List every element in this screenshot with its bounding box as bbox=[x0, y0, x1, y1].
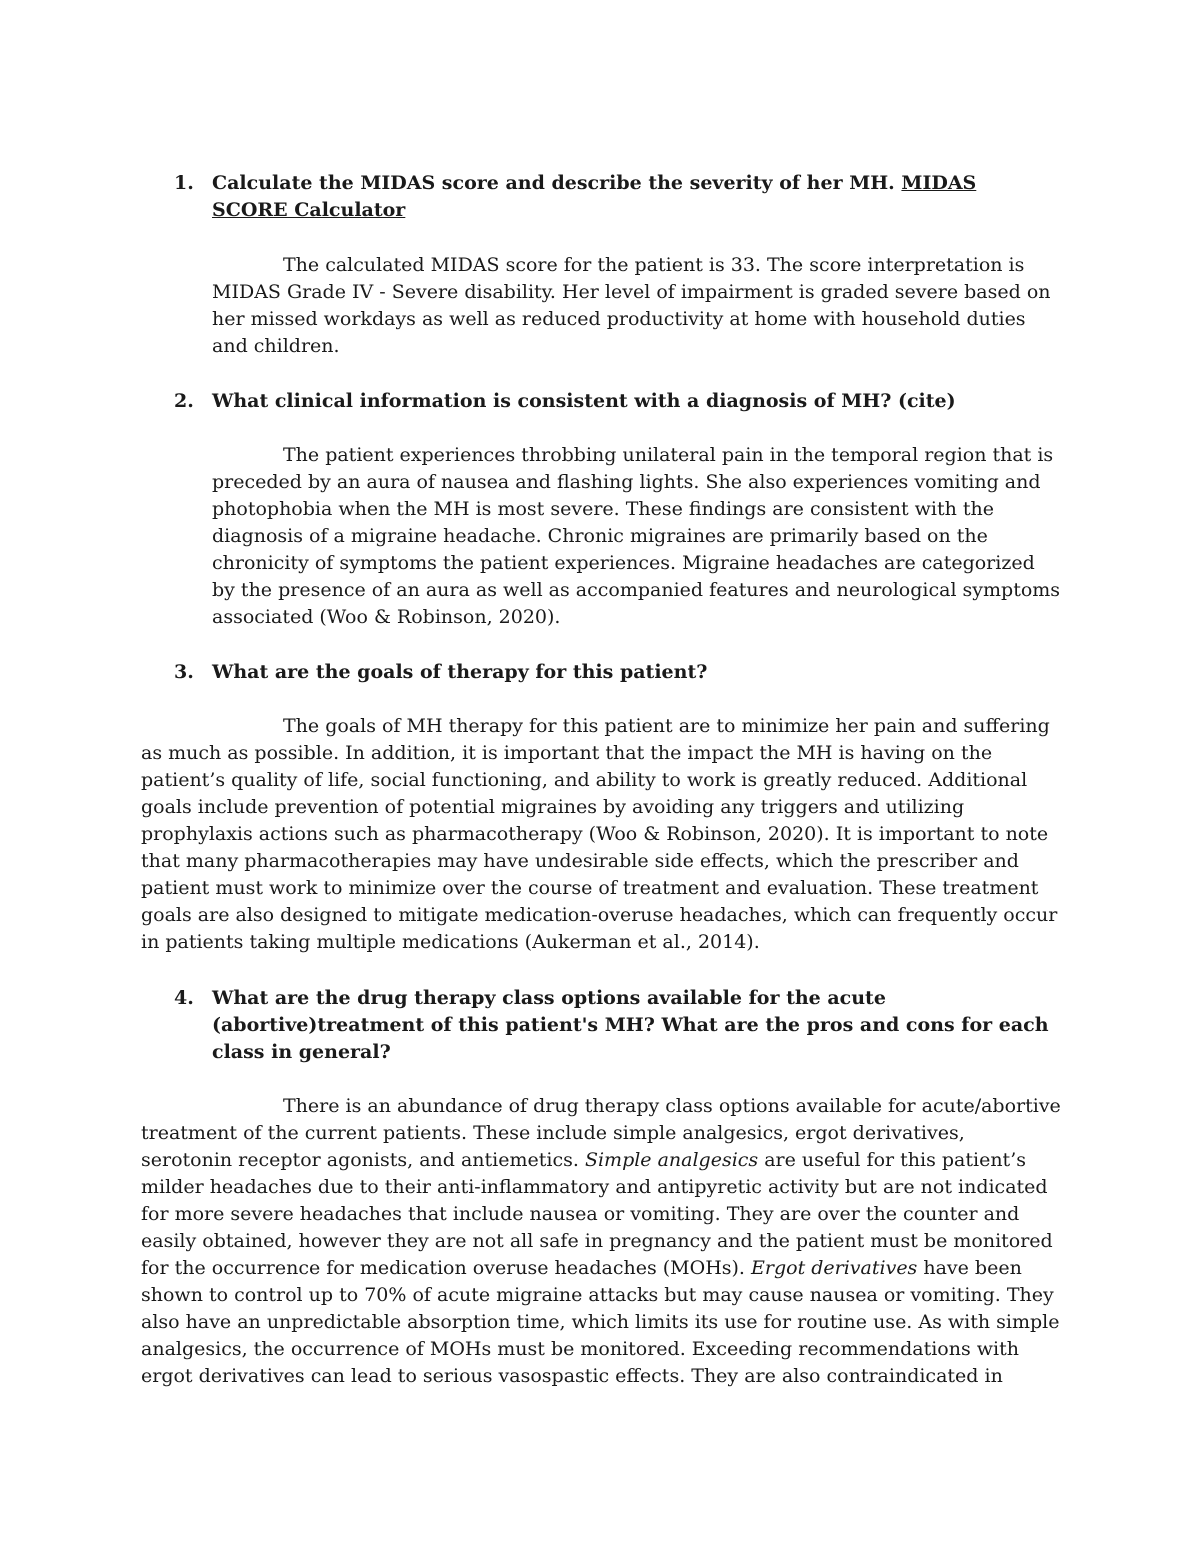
question-number: 1. bbox=[174, 172, 194, 194]
term-ergot-derivatives: Ergot derivatives bbox=[751, 1257, 918, 1279]
question-number: 4. bbox=[174, 987, 194, 1009]
answer-2 bbox=[212, 442, 1062, 631]
question-text: What clinical information is consistent with a diagnosis of MH? (cite) bbox=[212, 390, 956, 412]
question-2 bbox=[174, 388, 1054, 415]
question-number: 2. bbox=[174, 390, 194, 412]
answer-4-part-1: There is an abundance of drug therapy class options available for acute/abortive treatment of the current patients. These include simple analgesics, ergot derivatives, serotonin receptor agonists, and antiemetics. bbox=[141, 1095, 1061, 1171]
question-text bbox=[212, 170, 1054, 224]
answer-4-part-3: have been shown to control up to 70% of acute migraine attacks but may cause nausea or vomiting. They also have an unpredictable absorption time, which limits its use for routine use. As with simple analgesics, the occurrence of MOHs must be monitored. Exceeding recommendations with ergot derivatives can lead to serious vasospastic effects. They are also contraindicated in bbox=[141, 1257, 1060, 1387]
term-simple-analgesics: Simple analgesics bbox=[584, 1149, 759, 1171]
question-text: What are the drug therapy class options available for the acute (abortive)treatment of this patient's MH? What are the pros and cons for each class in general? bbox=[212, 987, 1049, 1063]
question-1 bbox=[174, 170, 1054, 224]
answer-4 bbox=[141, 1093, 1061, 1390]
midas-calculator-link[interactable]: MIDAS SCORE Calculator bbox=[212, 172, 977, 221]
question-3 bbox=[174, 659, 1054, 686]
answer-1-text: The calculated MIDAS score for the patient is 33. The score interpretation is MIDAS Grade IV - Severe disability. Her level of impairment is graded severe based on her missed workdays as well as reduced productivity at home with household duties and children. bbox=[212, 254, 1051, 357]
question-1-text: Calculate the MIDAS score and describe the severity of her MH. bbox=[212, 172, 895, 194]
answer-4-part-2: are useful for this patient’s milder headaches due to their anti-inflammatory and antipyretic activity but are not indicated for more severe headaches that include nausea or vomiting. They are over the counter and easily obtained, however they are not all safe in pregnancy and the patient must be monitored for the occurrence for medication overuse headaches (MOHs). bbox=[141, 1149, 1053, 1279]
answer-1 bbox=[212, 252, 1062, 360]
question-4 bbox=[174, 985, 1054, 1066]
question-text: What are the goals of therapy for this patient? bbox=[212, 661, 708, 683]
answer-2-text: The patient experiences throbbing unilateral pain in the temporal region that is preceded by an aura of nausea and flashing lights. She also experiences vomiting and photophobia when the MH is most severe. These findings are consistent with the diagnosis of a migraine headache. Chronic migraines are primarily based on the chronicity of symptoms the patient experiences. Migraine headaches are categorized by the presence of an aura as well as accompanied features and neurological symptoms associated (Woo & Robinson, 2020). bbox=[212, 444, 1061, 628]
answer-3 bbox=[141, 713, 1061, 956]
answer-3-text: The goals of MH therapy for this patient are to minimize her pain and suffering as much as possible. In addition, it is important that the impact the MH is having on the patient’s quality of life, social functioning, and ability to work is greatly reduced. Additional goals include prevention of potential migraines by avoiding any triggers and utilizing prophylaxis actions such as pharmacotherapy (Woo & Robinson, 2020). It is important to note that many pharmacotherapies may have undesirable side effects, which the prescriber and patient must work to minimize over the course of treatment and evaluation. These treatment goals are also designed to mitigate medication-overuse headaches, which can frequently occur in patients taking multiple medications (Aukerman et al., 2014). bbox=[141, 715, 1058, 953]
question-number: 3. bbox=[174, 661, 194, 683]
answer-4-text bbox=[141, 1093, 1061, 1390]
